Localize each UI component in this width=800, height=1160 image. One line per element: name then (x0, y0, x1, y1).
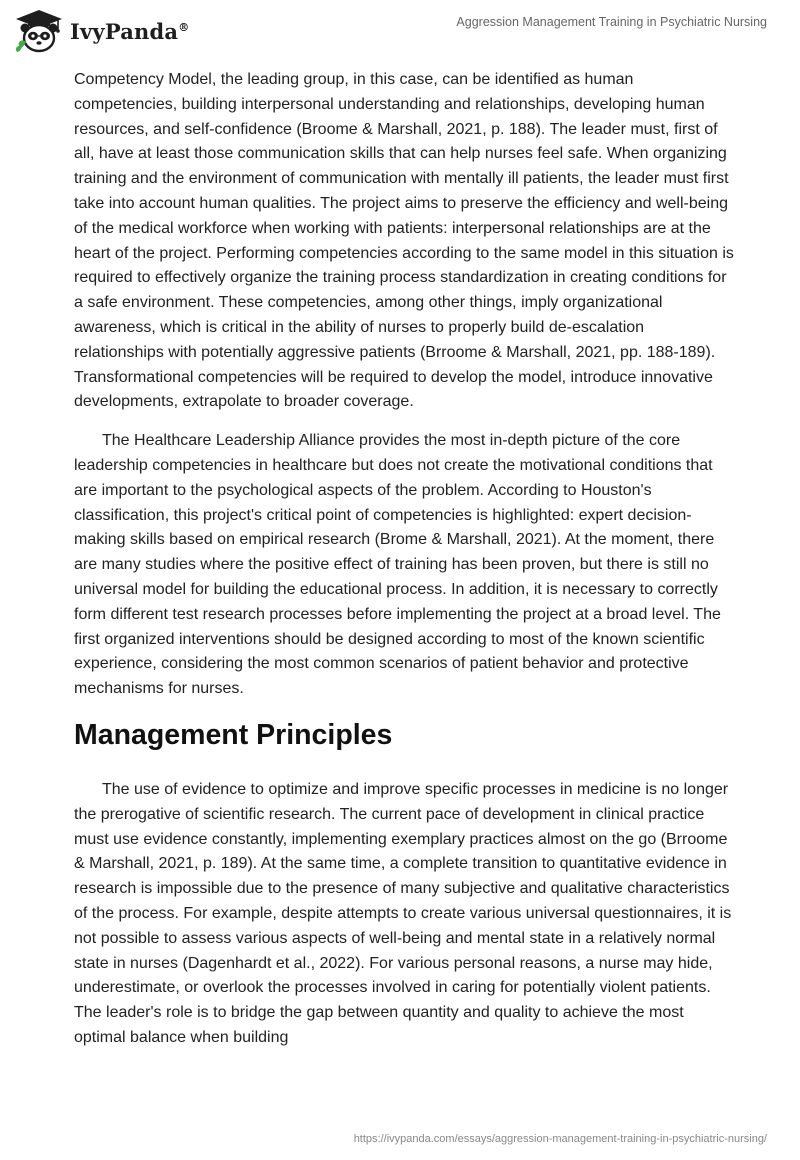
document-title: Aggression Management Training in Psychiatric Nursing (456, 15, 767, 29)
panda-graduate-icon (14, 8, 64, 54)
paragraph-leadership-alliance: The Healthcare Leadership Alliance provides the most in-depth picture of the core leadership competencies in healthcare but does not create the motivational conditions that are important to the psychological aspects of the problem. According to Houston's classification, this project's critical point of competencies is highlighted: expert decision-making skills based on empirical research (Brome & Marshall, 2021). At the moment, there are many studies where the positive effect of training has been proven, but there is still no universal model for building the educational process. In addition, it is necessary to correctly form different test research processes before implementing the project at a broad level. The first organized interventions should be designed according to most of the known scientific experience, considering the most common scenarios of patient behavior and protective mechanisms for nurses. (74, 432, 721, 698)
paragraph-evidence-use: The use of evidence to optimize and improve specific processes in medicine is no longer the prerogative of scientific research. The current pace of development in clinical practice must use evidence constantly, implementing exemplary practices almost on the go (Brroome & Marshall, 2021, p. 189). At the same time, a complete transition to quantitative evidence in research is impossible due to the presence of many subjective and qualitative characteristics of the process. For example, despite attempts to create various universal questionnaires, it is not possible to assess various aspects of well-being and mental state in a relatively normal state in nurses (Dagenhardt et al., 2022). For various personal reasons, a nurse may hide, underestimate, or overlook the processes involved in caring for potentially violent patients. The leader's role is to bridge the gap between quantity and quality to achieve the most optimal balance when building (74, 780, 732, 1046)
section-heading: Management Principles (74, 718, 393, 751)
page-header (0, 0, 800, 62)
footer-url[interactable]: https://ivypanda.com/essays/aggression-management-training-in-psychiatric-nursing/ (353, 1133, 767, 1145)
ivypanda-logo[interactable] (14, 8, 189, 54)
paragraph-competency-model: Competency Model, the leading group, in this case, can be identified as human competencies, building interpersonal understanding and relationships, developing human resources, and self-confidence (Broome & Marshall, 2021, p. 188). The leader must, first of all, have at least those communication skills that can help nurses feel safe. When organizing training and the environment of communication with mentally ill patients, the leader must first take into account human qualities. The project aims to preserve the efficiency and well-being of the medical workforce when working with patients: interpersonal relationships are at the heart of the project. Performing competencies according to the same model in this situation is required to effectively organize the training process standardization in creating conditions for a safe environment. These competencies, among other things, imply organizational awareness, which is critical in the ability of nurses to properly build de-escalation relationships with potentially aggressive patients (Brroome & Marshall, 2021, pp. 188-189). Transformational competencies will be required to develop the model, introduce innovative developments, extrapolate to broader coverage. (74, 71, 734, 411)
brand-name: IvyPanda® (70, 18, 190, 44)
essay-body (74, 68, 734, 1051)
